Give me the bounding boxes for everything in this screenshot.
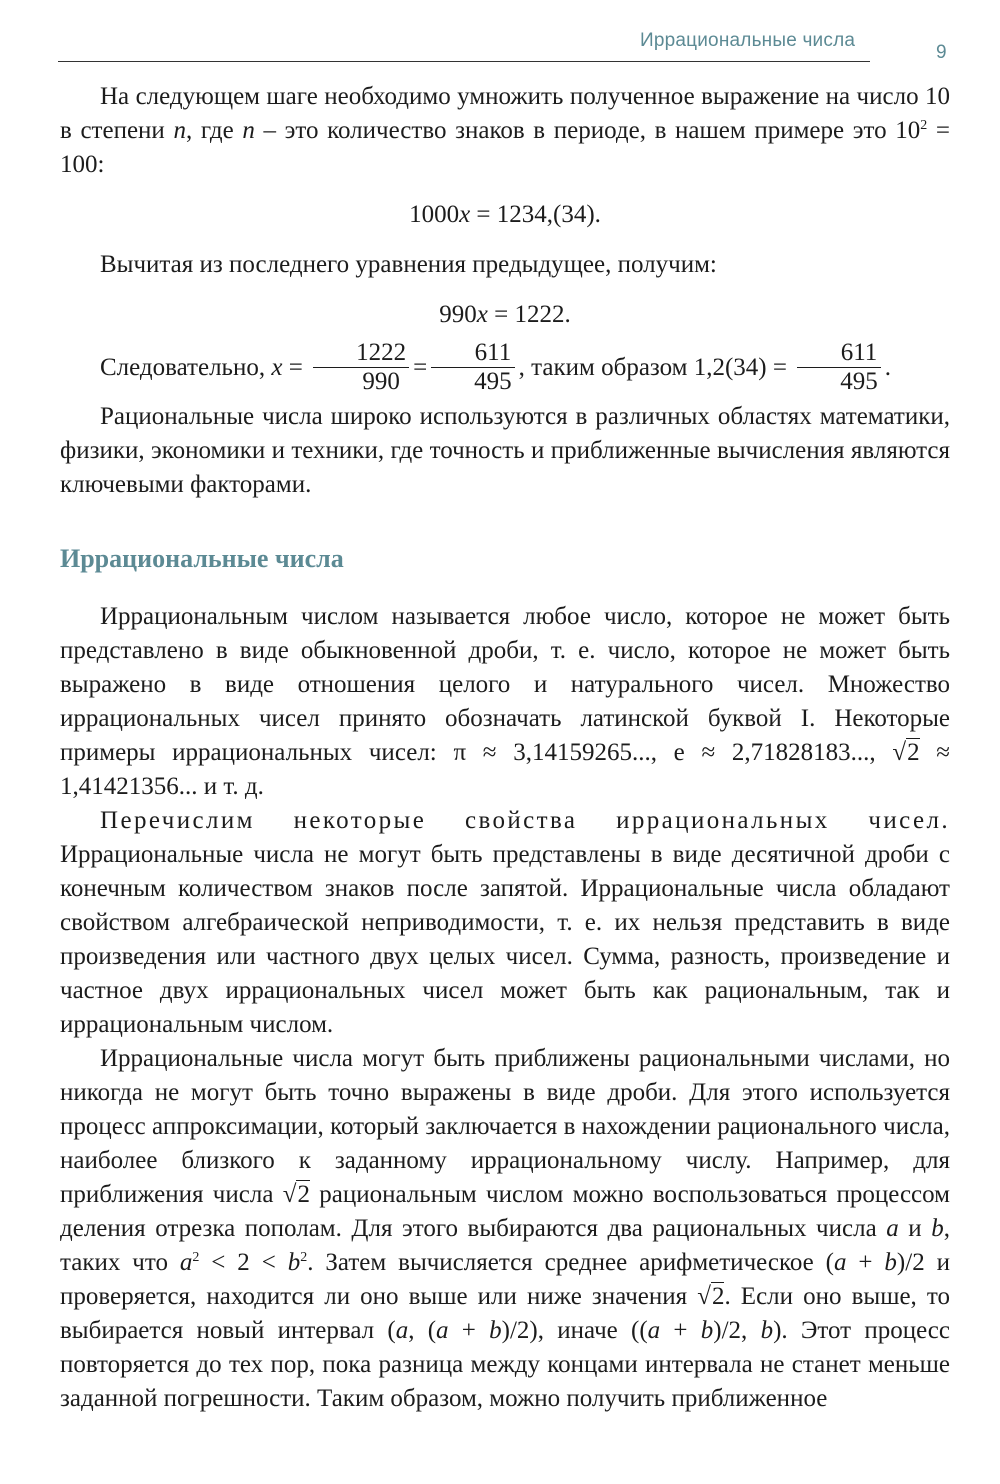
- fraction-611-495-result: $\frac{611}{495}$: [797, 339, 881, 396]
- equation-990x: 990x = 1222.: [439, 301, 571, 328]
- paragraph-irrational-definition: Иррациональным числом называется любое число, которое не может быть представлено в виде обыкновенной дроби, т. е. число, которое не может быть выражено в виде отношения целого и натурального чисел. Множество иррациональных чисел принято обозначать латинской буквой I. Некоторые примеры иррациональных чисел: π ≈ 3,14159265..., e ≈ 2,71828183..., √2 ≈ 1,41421356... и т. д.: [60, 603, 950, 800]
- page-body: [60, 80, 950, 1416]
- equation-1000x: 1000x = 1234,(34).: [409, 201, 601, 228]
- header-rule: [58, 61, 870, 62]
- running-head-title: Иррациональные числа: [640, 30, 856, 51]
- fraction-1222-990: $\frac{1222}{990}$: [313, 339, 409, 396]
- paragraph-approximation: Иррациональные числа могут быть приближены рациональными числами, но никогда не могут быть точно выражены в виде дроби. Для этого используется процесс аппроксимации, который заключается в нахождении рационального числа, наиболее близкого к заданному иррациональному числу. Например, для приближения числа √2 рациональным числом можно воспользоваться процессом деления отрезка пополам. Для этого выбираются два рациональных числа a и b, таких что $a^2 < 2 < b^2$. Затем вычисляется среднее арифметическое (a + b)/2 и проверяется, находится ли оно выше или ниже значения √2. Если оно выше, то выбирается новый интервал (a, (a + b)/2), иначе ((a + b)/2, b). Этот процесс повторяется до тех пор, пока разница между концами интервала не станет меньше заданной погрешности. Таким образом, можно получить приближенное: [60, 1045, 950, 1412]
- paragraph-rational-usage: Рациональные числа широко используются в различных областях математики, физики, экономики и техники, где точность и приближенные вычисления являются ключевыми факторами.: [60, 403, 950, 498]
- section-title: Иррациональные числа: [60, 544, 344, 573]
- paragraph-properties: Перечислим некоторые свойства иррациональных чисел. Иррациональные числа не могут быть представлены в виде десятичной дроби с конечным количеством знаков после запятой. Иррациональные числа обладают свойством алгебраической неприводимости, т. е. их нельзя представить в виде произведения или частного двух целых чисел. Сумма, разность, произведение и частное двух иррациональных чисел может быть как рациональным, так и иррациональным числом.: [60, 807, 950, 1038]
- fraction-611-495: $\frac{611}{495}$: [431, 339, 515, 396]
- page-number: 9: [936, 42, 947, 63]
- conclusion-fractions: Следовательно, x = $\frac{1222}{990}$ = $\frac{611}{495}$ , таким образом 1,2(34) = $\frac{611}{495}$ .: [100, 338, 891, 395]
- paragraph-subtract: Вычитая из последнего уравнения предыдущее, получим:: [100, 251, 717, 278]
- paragraph-multiply-step: На следующем шаге необходимо умножить полученное выражение на число 10 в степени n, где n – это количество знаков в периоде, в нашем примере это $10^2 = 100$:: [60, 83, 950, 178]
